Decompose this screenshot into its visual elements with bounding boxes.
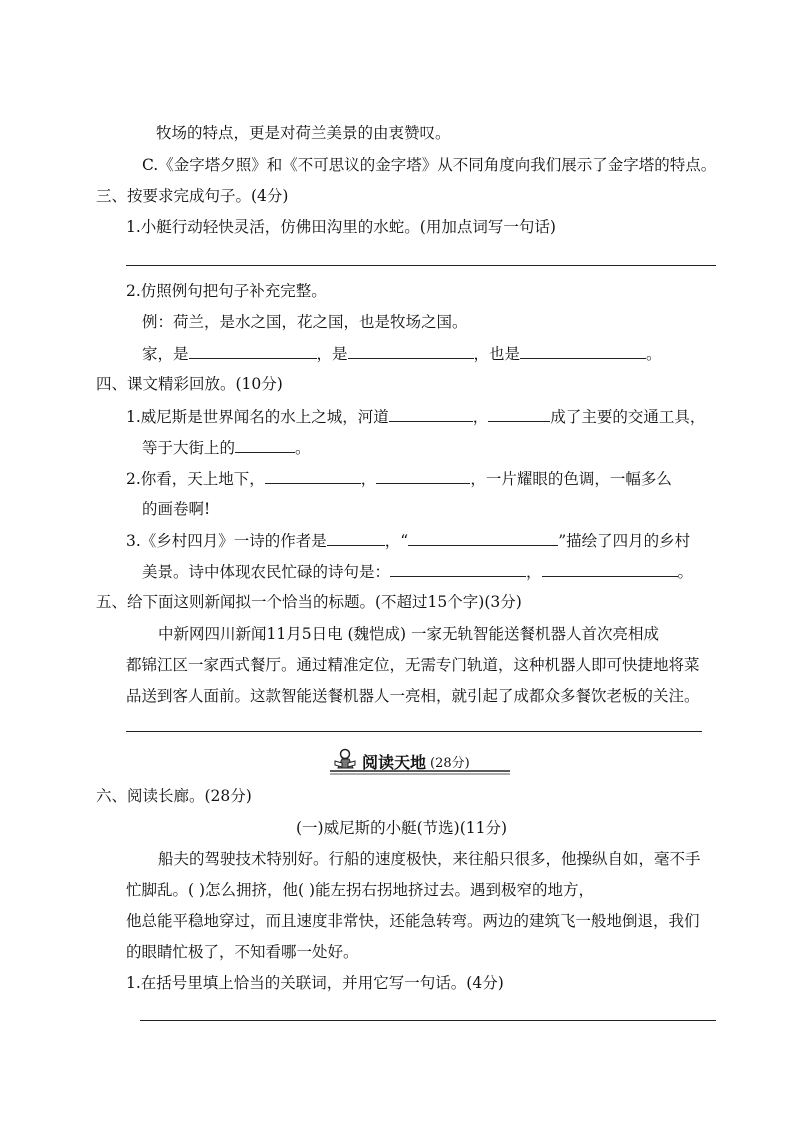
q-text: 美景。诗中体现农民忙碌的诗句是： [142,563,391,581]
q-text: ，“ [384,532,409,550]
s4-question-2-cont: 的画卷啊! [142,500,211,518]
passage-subtitle: (一)威尼斯的小艇(节选)(11分) [296,819,508,837]
fill-text: ，也是 [473,345,521,363]
passage-line: 忙脚乱。( )怎么拥挤，他( )能左拐右拐地挤过去。遇到极窄的地方， [126,881,595,899]
fill-text: 。 [646,345,662,363]
fill-blank[interactable] [389,406,473,422]
s3-fill-sentence [142,343,662,364]
section-4-title: 四、课文精彩回放。(10分) [96,375,283,393]
fill-blank[interactable] [488,406,550,422]
q-text: 3.《乡村四月》一诗的作者是 [126,532,327,550]
reading-section-banner [330,750,510,776]
fill-text: 家，是 [142,345,189,363]
q-text: ， [472,408,489,426]
s6-question-1: 1.在括号里填上恰当的关联词，并用它写一句话。(4分) [126,974,504,992]
news-paragraph-line: 中新网四川新闻11月5日电 (魏恺成) 一家无轨智能送餐机器人首次亮相成 [158,625,660,643]
s3-question-2: 2.仿照例句把句子补充完整。 [126,282,327,300]
answer-line[interactable] [126,265,716,266]
q-text: 等于大街上的 [142,439,236,457]
fill-blank[interactable] [265,468,361,484]
reading-figure-icon [332,748,358,772]
banner-title: 阅读天地 [362,753,427,772]
q-text: ，一片耀眼的色调，一幅多么 [470,470,672,488]
fill-blank[interactable] [327,530,385,546]
s4-question-1-cont [142,437,311,458]
section-3-title: 三、按要求完成句子。(4分) [96,187,289,205]
answer-line[interactable] [126,731,702,732]
s4-question-1 [126,406,705,427]
q-text: 。 [677,563,694,581]
s3-example: 例：荷兰，是水之国，花之国，也是牧场之国。 [142,313,468,331]
fill-blank[interactable] [390,561,526,577]
fill-blank[interactable] [348,343,474,359]
section-5-title: 五、给下面这则新闻拟一个恰当的标题。(不超过15个字)(3分) [96,593,522,611]
passage-line: 的眼睛忙极了，不知看哪一处好。 [126,943,359,961]
option-c: C.《金字塔夕照》和《不可思议的金字塔》从不同角度向我们展示了金字塔的特点。 [142,156,717,174]
passage-line: 船夫的驾驶技术特别好。行船的速度极快，来往船只很多，他操纵自如，毫不手 [158,850,701,868]
s4-question-2 [126,468,672,489]
fill-blank[interactable] [189,343,317,359]
q-text: ， [526,563,542,581]
q-text: ， [360,470,377,488]
s4-question-3 [126,530,690,551]
fill-blank[interactable] [520,343,646,359]
answer-line[interactable] [140,1020,716,1021]
fill-blank[interactable] [376,468,470,484]
news-paragraph-line: 都锦江区一家西式餐厅。通过精准定位，无需专门轨道，这种机器人即可快捷地将菜 [126,656,700,674]
text-line: 牧场的特点，更是对荷兰美景的由衷赞叹。 [156,124,451,142]
passage-line: 他总能平稳地穿过，而且速度非常快，还能急转弯。两边的建筑飞一般地倒退，我们 [126,912,700,930]
s4-question-3-cont [142,561,693,582]
news-paragraph-line: 品送到客人面前。这款智能送餐机器人一亮相，就引起了成都众多餐饮老板的关注。 [126,687,700,705]
section-6-title: 六、阅读长廊。(28分) [96,787,252,805]
q-text: 成了主要的交通工具， [550,408,706,426]
banner-score: (28分) [430,756,470,771]
q-text: 1.威尼斯是世界闻名的水上之城，河道 [126,408,389,426]
fill-blank[interactable] [542,561,678,577]
fill-blank[interactable] [408,530,558,546]
fill-blank[interactable] [235,437,295,453]
q-text: ”描绘了四月的乡村 [558,532,691,550]
s3-question-1: 1.小艇行动轻快灵活，仿佛田沟里的水蛇。(用加点词写一句话) [126,218,556,236]
q-text: 2.你看，天上地下， [126,470,265,488]
fill-text: ，是 [316,345,348,363]
q-text: 。 [295,439,311,457]
